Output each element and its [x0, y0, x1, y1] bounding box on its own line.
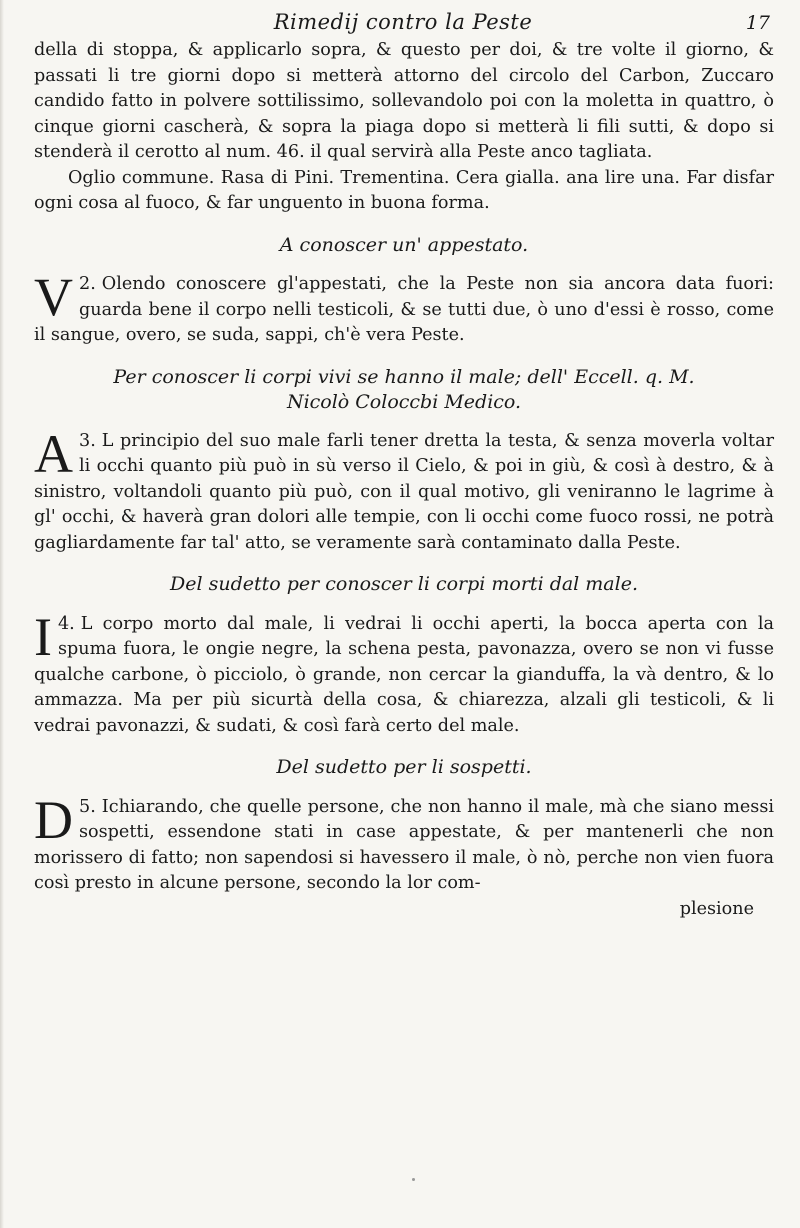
item-number: 4. [57, 613, 75, 634]
item-number: 2. [79, 274, 96, 294]
body-text [34, 38, 774, 922]
heading-line-1: Per conoscer li corpi vivi se hanno il male; dell' Eccell. q. M. [113, 365, 695, 388]
section-heading-living-bodies [34, 365, 774, 415]
running-head: Rimedij contro la Peste [273, 10, 533, 34]
drop-initial: D [34, 789, 73, 850]
section-heading-suspects: Del sudetto per li sospetti. [276, 756, 532, 778]
ink-dot [412, 1178, 415, 1181]
item-number: 5. [79, 796, 96, 817]
item-number: 3. [79, 430, 96, 451]
recipe-paragraph: Oglio commune. Rasa di Pini. Trementina. Cera gialla. ana lire una. Far disfar ogni cosa al fuoco, & far unguento in buona forma. [34, 167, 774, 213]
item-text: Olendo conoscere gl'appestati, che la Peste non sia ancora data fuori: guarda bene il corpo nelli testicoli, & se tutti due, ò uno d'essi è rosso, come il sangue, overo, se suda, sappi, ch'è vera Peste. [34, 274, 774, 345]
paragraph-item-5 [34, 789, 774, 897]
drop-initial: A [34, 423, 73, 484]
drop-initial: V [34, 267, 73, 327]
catchword: plesione [679, 898, 754, 919]
item-text: L corpo morto dal male, li vedrai li occhi aperti, la bocca aperta con la spuma fuora, le ongie negre, la schena pesta, pavonazza, overo se non vi fusse qualche carbone, ò picciolo, ò grande, non cercar la gianduffa, la và dentro, & lo ammazza. Ma per più sicurtà della cosa, & chiarezza, alzali gli testicoli, & li vedrai pavonazzi, & sudati, & così farà certo del male. [34, 613, 774, 736]
item-text: Ichiarando, che quelle persone, che non hanno il male, mà che siano messi sospetti, essendone stati in case appestate, & per mantenerli che non morissero di fatto; non sapendosi si havessero il male, ò nò, perche non vien fuora così presto in alcune persone, secondo la lor com- [34, 796, 774, 893]
drop-initial: I [34, 606, 52, 667]
paragraph-item-4 [34, 606, 774, 740]
page-number: 17 [745, 12, 770, 34]
paragraph-item-2 [34, 267, 774, 349]
page-header [36, 10, 770, 38]
page-gutter [0, 0, 4, 1228]
intro-paragraph: della di stoppa, & applicarlo sopra, & questo per doi, & tre volte il giorno, & passati li tre giorni dopo si metterà attorno del circolo del Carbon, Zuccaro candido fatto in polvere sottilissimo, sollevandolo poi con la moletta in quattro, ò cinque giorni cascherà, & sopra la piaga dopo si metterà li fili sutti, & dopo si stenderà il cerotto al num. 46. il qual servirà alla Peste anco tagliata. [34, 40, 774, 162]
heading-line-2: Nicolò Coloccbi Medico. [286, 390, 522, 413]
section-heading-recognize-plague: A conoscer un' appestato. [279, 233, 529, 256]
item-text: L principio del suo male farli tener dretta la testa, & senza moverla voltar li occhi quanto più può in sù verso il Cielo, & poi in giù, & così à destro, & à sinistro, voltandoli quanto più può, con il qual motivo, gli veniranno le lagrime à gl' occhi, & haverà gran dolori alle tempie, con li occhi come fuoco rossi, ne potrà gagliardamente far tal' atto, se veramente sarà contaminato dalla Peste. [34, 430, 774, 553]
section-heading-dead-bodies: Del sudetto per conoscer li corpi morti dal male. [169, 573, 638, 595]
paragraph-item-3 [34, 423, 774, 557]
